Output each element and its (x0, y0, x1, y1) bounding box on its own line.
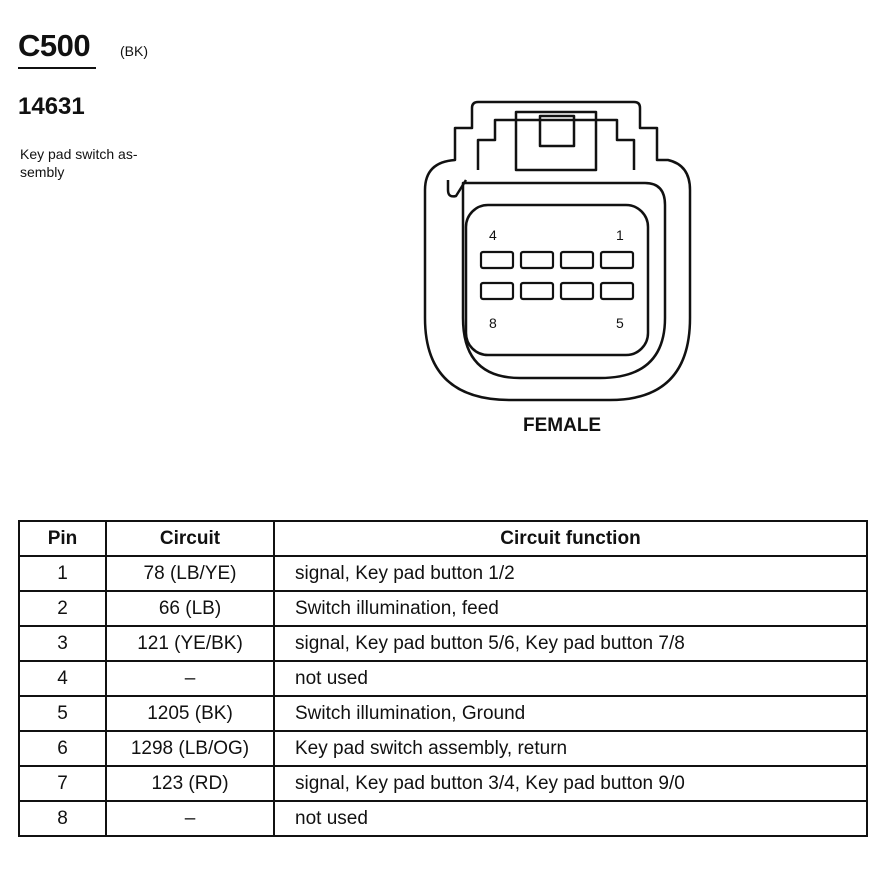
cell-pin: 5 (19, 696, 106, 731)
pin-label-bottom-right: 5 (616, 315, 624, 331)
cell-circuit: – (106, 801, 274, 836)
table-row (19, 661, 867, 696)
cell-function: not used (274, 661, 867, 696)
cell-circuit: 123 (RD) (106, 766, 274, 801)
cell-function: not used (274, 801, 867, 836)
header-circuit: Circuit (106, 521, 274, 556)
pin-cavity-2 (561, 252, 593, 268)
table-header-row (19, 521, 867, 556)
part-number: 14631 (18, 93, 85, 120)
table-row (19, 556, 867, 591)
pin-cavity-7 (521, 283, 553, 299)
cell-function: Key pad switch assembly, return (274, 731, 867, 766)
pin-cavity-8 (481, 283, 513, 299)
table-row (19, 731, 867, 766)
cell-function: signal, Key pad button 1/2 (274, 556, 867, 591)
pin-cavity-5 (601, 283, 633, 299)
table-row (19, 766, 867, 801)
table-row (19, 696, 867, 731)
cell-pin: 4 (19, 661, 106, 696)
cell-function: signal, Key pad button 3/4, Key pad button 9/0 (274, 766, 867, 801)
cell-function: signal, Key pad button 5/6, Key pad button 7/8 (274, 626, 867, 661)
pin-label-top-left: 4 (489, 227, 497, 243)
table-row (19, 591, 867, 626)
cell-pin: 7 (19, 766, 106, 801)
connector-id: C500 (18, 28, 91, 63)
pin-cavity-1 (601, 252, 633, 268)
cell-pin: 6 (19, 731, 106, 766)
cell-pin: 2 (19, 591, 106, 626)
table-row (19, 626, 867, 661)
table-row (19, 801, 867, 836)
connector-description: Key pad switch as-sembly (20, 146, 138, 180)
cell-circuit: – (106, 661, 274, 696)
cell-circuit: 66 (LB) (106, 591, 274, 626)
connector-gender: FEMALE (523, 415, 602, 436)
pinout-table (18, 520, 868, 837)
cell-circuit: 1205 (BK) (106, 696, 274, 731)
pin-label-top-right: 1 (616, 227, 624, 243)
pin-cavity-4 (481, 252, 513, 268)
cell-pin: 3 (19, 626, 106, 661)
cell-circuit: 1298 (LB/OG) (106, 731, 274, 766)
header-pin: Pin (19, 521, 106, 556)
pin-label-bottom-left: 8 (489, 315, 497, 331)
connector-color: (BK) (120, 43, 148, 59)
pin-cavity-3 (521, 252, 553, 268)
pin-cavity-6 (561, 283, 593, 299)
header-circuit-function: Circuit function (274, 521, 867, 556)
cell-pin: 1 (19, 556, 106, 591)
cell-function: Switch illumination, feed (274, 591, 867, 626)
cell-circuit: 121 (YE/BK) (106, 626, 274, 661)
cell-circuit: 78 (LB/YE) (106, 556, 274, 591)
cell-pin: 8 (19, 801, 106, 836)
connector-inner-shroud (463, 183, 665, 378)
cell-function: Switch illumination, Ground (274, 696, 867, 731)
